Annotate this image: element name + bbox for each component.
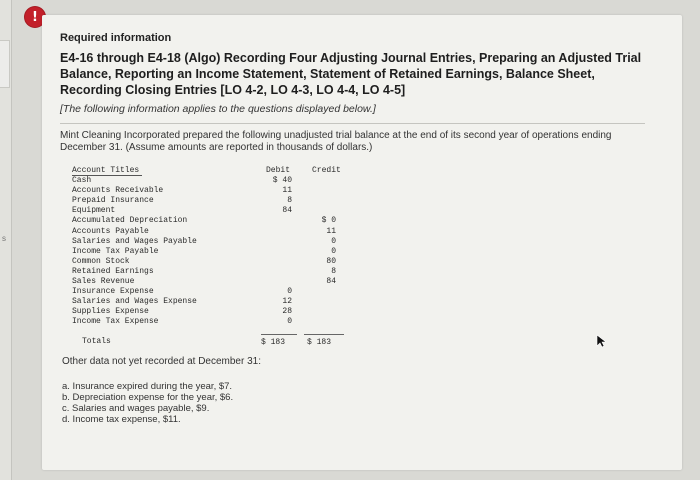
credit-cell: 11: [326, 226, 336, 236]
debit-cell: 11: [282, 186, 292, 196]
account-title-cell: Supplies Expense: [72, 307, 149, 317]
totals-label: Totals: [82, 337, 111, 346]
debit-cell: 84: [282, 206, 292, 216]
sidebar-mark: s: [2, 234, 6, 243]
account-title-cell: Equipment: [72, 206, 116, 216]
totals-debit: $ 183: [261, 338, 286, 347]
mouse-pointer-icon: [596, 334, 606, 348]
account-title-cell: Sales Revenue: [72, 277, 135, 286]
list-item: a. Insurance expired during the year, $7.: [62, 381, 233, 392]
credit-cell: 8: [331, 266, 336, 276]
list-item: c. Salaries and wages payable, $9.: [62, 403, 210, 414]
credit-cell: 84: [326, 277, 336, 286]
totals-credit: $ 183: [307, 338, 332, 347]
alert-icon: !: [25, 7, 45, 27]
account-title-cell: Cash: [72, 176, 92, 185]
header-debit: Debit: [266, 166, 291, 175]
other-data-list: [62, 381, 233, 425]
account-title-cell: Prepaid Insurance: [72, 196, 154, 206]
debit-cell: 0: [287, 287, 292, 297]
account-title-cell: Salaries and Wages Payable: [72, 236, 197, 246]
problem-heading: E4-16 through E4-18 (Algo) Recording Four Adjusting Journal Entries, Preparing an Adjusted Trial Balance, Reporting an Income Statement, Statement of Retained Earnings, Balance Sheet, Recording Closing Entries [LO 4-2, LO 4-3, LO 4-4, LO 4-5]: [60, 51, 642, 97]
account-title-cell: Salaries and Wages Expense: [72, 297, 197, 307]
required-info-title: Required information: [60, 32, 172, 44]
debit-cell: 28: [282, 307, 292, 317]
account-title-cell: Accounts Payable: [72, 226, 149, 236]
debit-cell: 12: [282, 297, 292, 307]
debit-cell: 8: [287, 196, 292, 206]
divider: [60, 123, 645, 124]
account-title-cell: Accounts Receivable: [72, 186, 164, 196]
account-title-cell: Income Tax Expense: [72, 317, 159, 327]
list-item: d. Income tax expense, $11.: [62, 414, 181, 425]
credit-cell: 0: [331, 236, 336, 246]
header-credit: Credit: [312, 166, 341, 175]
account-title-cell: Retained Earnings: [72, 266, 154, 276]
debit-total-line: [261, 334, 297, 335]
credit-cell: 0: [331, 246, 336, 256]
sidebar-tab[interactable]: [0, 40, 10, 88]
account-title-cell: Common Stock: [72, 256, 130, 266]
debit-cell: 0: [287, 317, 292, 327]
credit-total-line: [304, 334, 344, 335]
account-title-cell: Insurance Expense: [72, 287, 154, 297]
account-title-cell: Income Tax Payable: [72, 246, 159, 256]
account-title-cell: Accumulated Depreciation: [72, 216, 188, 226]
question-panel: [42, 15, 682, 470]
credit-cell: 80: [326, 256, 336, 266]
credit-cell: $ 0: [321, 216, 336, 226]
other-data-title: Other data not yet recorded at December 31:: [62, 356, 261, 367]
trial-balance-table: [70, 166, 345, 356]
left-sidebar-strip: [0, 0, 12, 480]
header-account-titles: Account Titles: [72, 166, 140, 175]
debit-cell: $ 40: [272, 176, 292, 185]
info-note: [The following information applies to the questions displayed below.]: [60, 103, 376, 115]
intro-paragraph: Mint Cleaning Incorporated prepared the following unadjusted trial balance at the end of its second year of operations ending December 31. (Assume amounts are reported in thousands of dollars.): [60, 130, 612, 153]
list-item: b. Depreciation expense for the year, $6.: [62, 392, 234, 403]
